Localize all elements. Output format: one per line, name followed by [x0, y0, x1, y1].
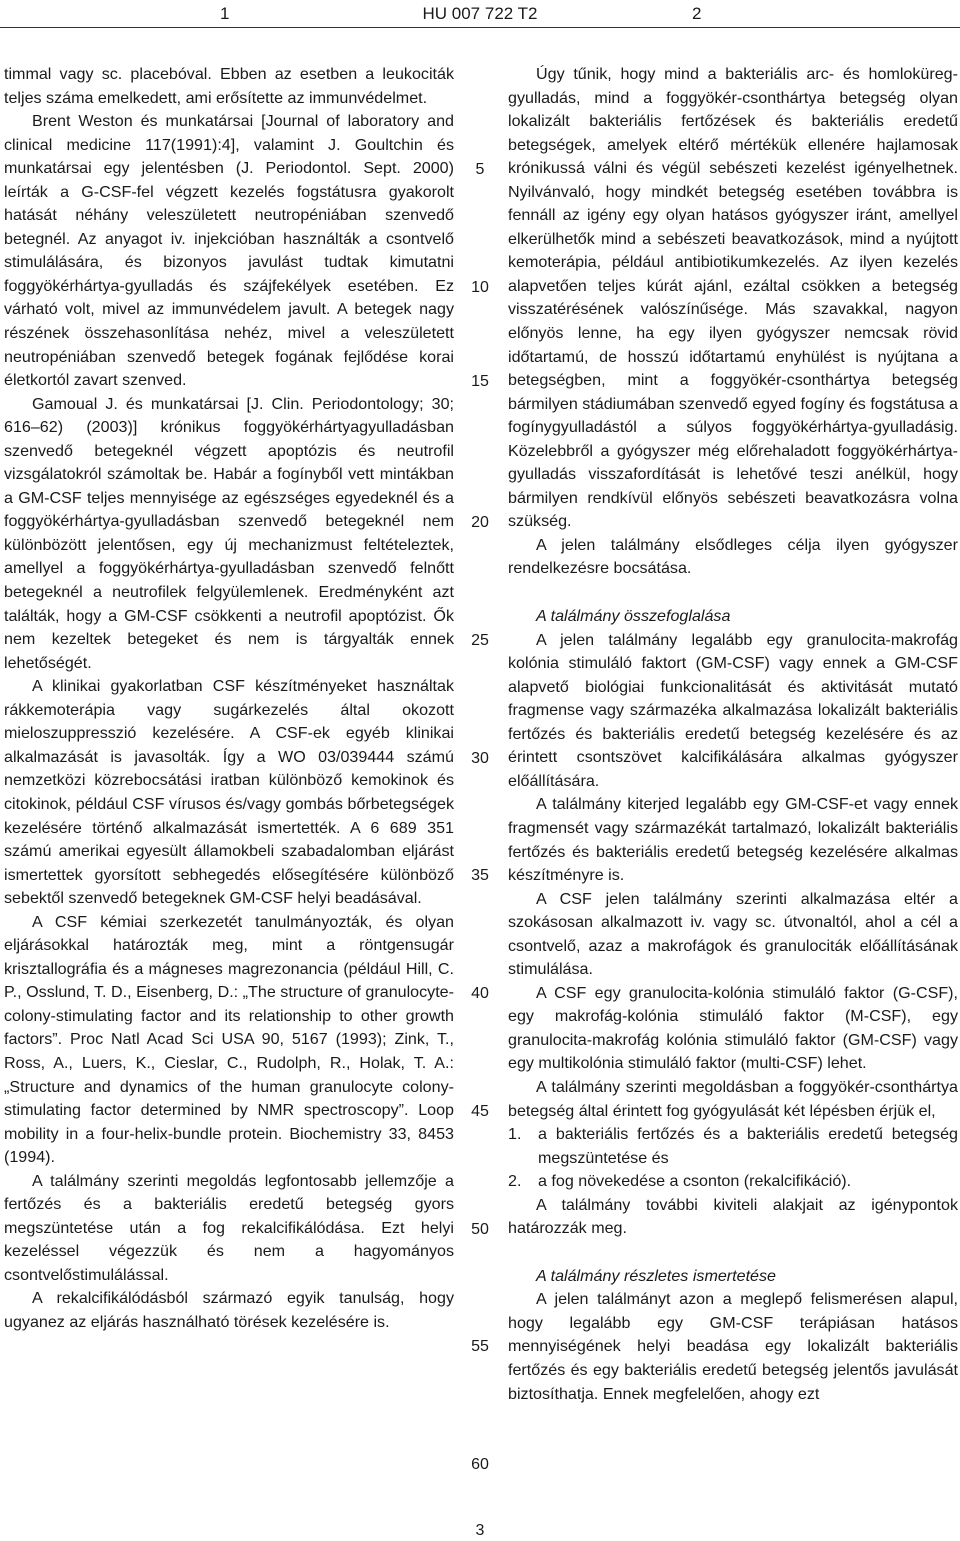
paragraph: Gamoual J. és munkatársai [J. Clin. Periodontology; 30; 616–62) (2003)] krónikus foggyökérhártyagyulladásban szenvedő betegeknél végzett apoptózis és neutrofil vizsgálatokról számoltak be. Habár a fogínyből vett mintákban a GM-CSF teljes mennyisége az egészséges egyedeknél és a foggyökérhártya-gyulladásban szenvedő betegeknél nem különbözött jelentősen, egy új mechanizmust feltételeztek, amellyel a foggyökérhártya-gyulladásban szenvedő felnőtt betegeknél a neutrofilek felgyülemlenek. Eredményként azt találták, hogy a GM-CSF csökkenti a neutrofil apoptózist. Ők nem kezeltek betegeket és nem is tárgyalták ennek lehetőségét.	[4, 394, 454, 672]
line-number: 45	[471, 1103, 489, 1120]
line-numbers	[466, 63, 496, 1483]
line-number: 5	[475, 161, 485, 178]
section-heading-summary: A találmány összefoglalása	[536, 607, 731, 626]
page-footer-number: 3	[475, 1522, 485, 1539]
paragraph: A találmány szerinti megoldásban a foggyökér-csonthártya betegség által érintett fog gyógyulását két lépésben érjük el,	[508, 1077, 958, 1120]
line-number: 40	[471, 985, 489, 1002]
paragraph: A klinikai gyakorlatban CSF készítményeket használtak rákkemoterápia vagy sugárkezelés által okozott mieloszuppresszió kezelésére. A CSF-ek egyéb klinikai alkalmazását is javasolták. Így a WO 03/039444 számú nemzetközi közrebocsátási iratban különböző kemokinok és citokinok, például CSF vírusos és/vagy gombás bőrbetegségek kezelésére történő alkalmazását ismertették. A 6 689 351 számú amerikai egyesült államokbeli szabadalomban eljárást ismertettek gyorsított sebhegedés elősegítésére különböző sebektől szenvedő betegeknek GM-CSF helyi beadásával.	[4, 677, 454, 908]
line-number: 35	[471, 867, 489, 884]
header-rule	[0, 27, 960, 28]
list-item-text: a bakteriális fertőzés és a bakteriális eredetű betegség megszüntetése és	[538, 1125, 958, 1167]
list-item-number: 2.	[508, 1172, 522, 1191]
line-number: 10	[471, 279, 489, 296]
section-heading-details: A találmány részletes ismertetése	[536, 1266, 777, 1285]
line-number: 60	[471, 1456, 489, 1473]
list-item-number: 1.	[508, 1125, 522, 1144]
line-number: 50	[471, 1221, 489, 1238]
right-column	[508, 63, 958, 1406]
paragraph: A CSF kémiai szerkezetét tanulmányozták, és olyan eljárásokkal határozták meg, mint a röntgensugár krisztallográfia és a mágneses magrezonancia (például Hill, C. P., Osslund, T. D., Eisenberg, D.: „The structure of granulocyte-colony-stimulating factor and its relationship to other growth factors”. Proc Natl Acad Sci USA 90, 5167 (1993); Zink, T., Ross, A., Luers, K., Cieslar, C., Rudolph, R., Holak, T. A.: „Structure and dynamics of the human granulocyte colony-stimulating factor determined by NMR spectroscopy”. Loop mobility in a four-helix-bundle protein. Biochemistry 33, 8453 (1994).	[4, 912, 454, 1167]
list-item	[508, 1170, 958, 1194]
document-id: HU 007 722 T2	[422, 4, 538, 23]
paragraph: A jelen találmány elsődleges célja ilyen gyógyszer rendelkezésre bocsátása.	[508, 535, 958, 578]
paragraph: Brent Weston és munkatársai [Journal of laboratory and clinical medicine 117(1991):4], valamint J. Goultchin és munkatársai egy jelentésben (J. Periodontol. Sept. 2000) leírták a G-CSF-fel végzett kezelés fogstátusra gyakorolt hatását néhány veleszületett neutropéniában szenvedő betegnél. Az anyagot iv. injekcióban használták a csontvelő stimulálására, és bizonyos javulást tudtak kimutatni foggyökérhártya-gyulladás és szájfekélyek esetében. Ez várható volt, mivel az immunvédelem javult. A betegek nagy részének összehasonlítása nehéz, mivel a veleszületett neutropéniában szenvedő betegek fogának fejlődése korai életkortól zavart szenved.	[4, 112, 454, 390]
line-number: 15	[471, 373, 489, 390]
line-number: 30	[471, 750, 489, 767]
page-number-right: 2	[692, 4, 702, 23]
line-number: 20	[471, 514, 489, 531]
paragraph: A CSF jelen találmány szerinti alkalmazása eltér a szokásosan alkalmazott iv. vagy sc. útvonaltól, ahol a cél a csontvelő, azaz a makrofágok és granulociták előállításának stimulálása.	[508, 889, 958, 979]
line-number: 55	[471, 1338, 489, 1355]
list-item-text: a fog növekedése a csonton (rekalcifikáció).	[538, 1172, 852, 1191]
list-item	[508, 1123, 958, 1170]
paragraph: A találmány kiterjed legalább egy GM-CSF-et vagy ennek fragmensét vagy származékát tartalmazó, lokalizált bakteriális fertőzés és bakteriális eredetű betegség kezelésére alkalmas készítményre is.	[508, 795, 958, 885]
steps-list	[508, 1123, 958, 1194]
page-header	[0, 0, 960, 24]
line-number: 25	[471, 632, 489, 649]
left-column	[4, 63, 454, 1335]
paragraph: A találmány további kiviteli alakjait az igénypontok határozzák meg.	[508, 1195, 958, 1238]
paragraph: Úgy tűnik, hogy mind a bakteriális arc- és homloküreg-gyulladás, mind a foggyökér-csonthártya betegség olyan lokalizált bakteriális fertőzések és bakteriális eredetű betegségek, amelyek eltérő mértékük ellenére hajlamosak krónikussá válni és végül sebészeti kezelést igényelhetnek. Nyilvánvaló, hogy mindkét betegség esetében továbbra is fennáll az igény egy olyan hatásos gyógyszer iránt, amellyel elkerülhetők mind a sebészeti beavatkozások, mind a nyújtott kemoterápia, például antibiotikumkezelés. Az ilyen kezelés alapvetően teljes kúrát ajánl, ezáltal csökken a betegség visszatérésének valószínűsége. Más szavakkal, nagyon előnyös lenne, ha egy ilyen gyógyszer nemcsak rövid időtartamú, de hosszú időtartamú enyhülést is nyújtana a betegségben, mint a foggyökér-csonthártya betegség bármilyen stádiumában szenvedő egyed fogíny és fogstátusa a fogínygyulladástól a súlyos foggyökérhártya-gyulladásig. Közelebbről a gyógyszer még előrehaladott foggyökérhártya-gyulladás visszafordítását is lehetővé teszi anélkül, hogy bármilyen rendkívül előnyös sebészeti beavatkozásra volna szükség.	[508, 65, 959, 531]
paragraph: A rekalcifikálódásból származó egyik tanulság, hogy ugyanez az eljárás használható törések kezelésére is.	[4, 1289, 454, 1331]
paragraph: A jelen találmányt azon a meglepő felismerésen alapul, hogy legalább egy GM-CSF terápiásan hatásos mennyiségének helyi beadása egy lokalizált bakteriális fertőzés és egy bakteriális eredetű betegség jelentős javulását biztosíthatja. Ennek megfelelően, ahogy ezt	[508, 1290, 958, 1403]
paragraph: A jelen találmány legalább egy granulocita-makrofág kolónia stimuláló faktort (GM-CSF) vagy ennek a GM-CSF alapvető biológiai funkcionalitását és aktivitását mutató fragmense vagy származéka alkalmazása lokalizált bakteriális fertőzés és bakteriális eredetű betegség kezelésére és az érintett csontszövet kalcifikálására alkalmas gyógyszer előállítására.	[508, 630, 958, 790]
paragraph: A CSF egy granulocita-kolónia stimuláló faktor (G-CSF), egy makrofág-kolónia stimuláló faktor (M-CSF), egy granulocita-makrofág kolónia stimuláló faktor (GM-CSF) vagy egy multikolónia stimuláló faktor (multi-CSF) lehet.	[508, 983, 958, 1073]
paragraph: timmal vagy sc. placebóval. Ebben az esetben a leukociták teljes száma emelkedett, ami erősítette az immunvédelmet.	[4, 65, 454, 107]
page-number-left: 1	[220, 4, 230, 23]
paragraph: A találmány szerinti megoldás legfontosabb jellemzője a fertőzés és a bakteriális eredetű betegség gyors megszüntetése után a fog rekalcifikálódása. Ezt helyi kezeléssel végezzük és nem a hagyományos csontvelőstimulálással.	[4, 1171, 454, 1284]
